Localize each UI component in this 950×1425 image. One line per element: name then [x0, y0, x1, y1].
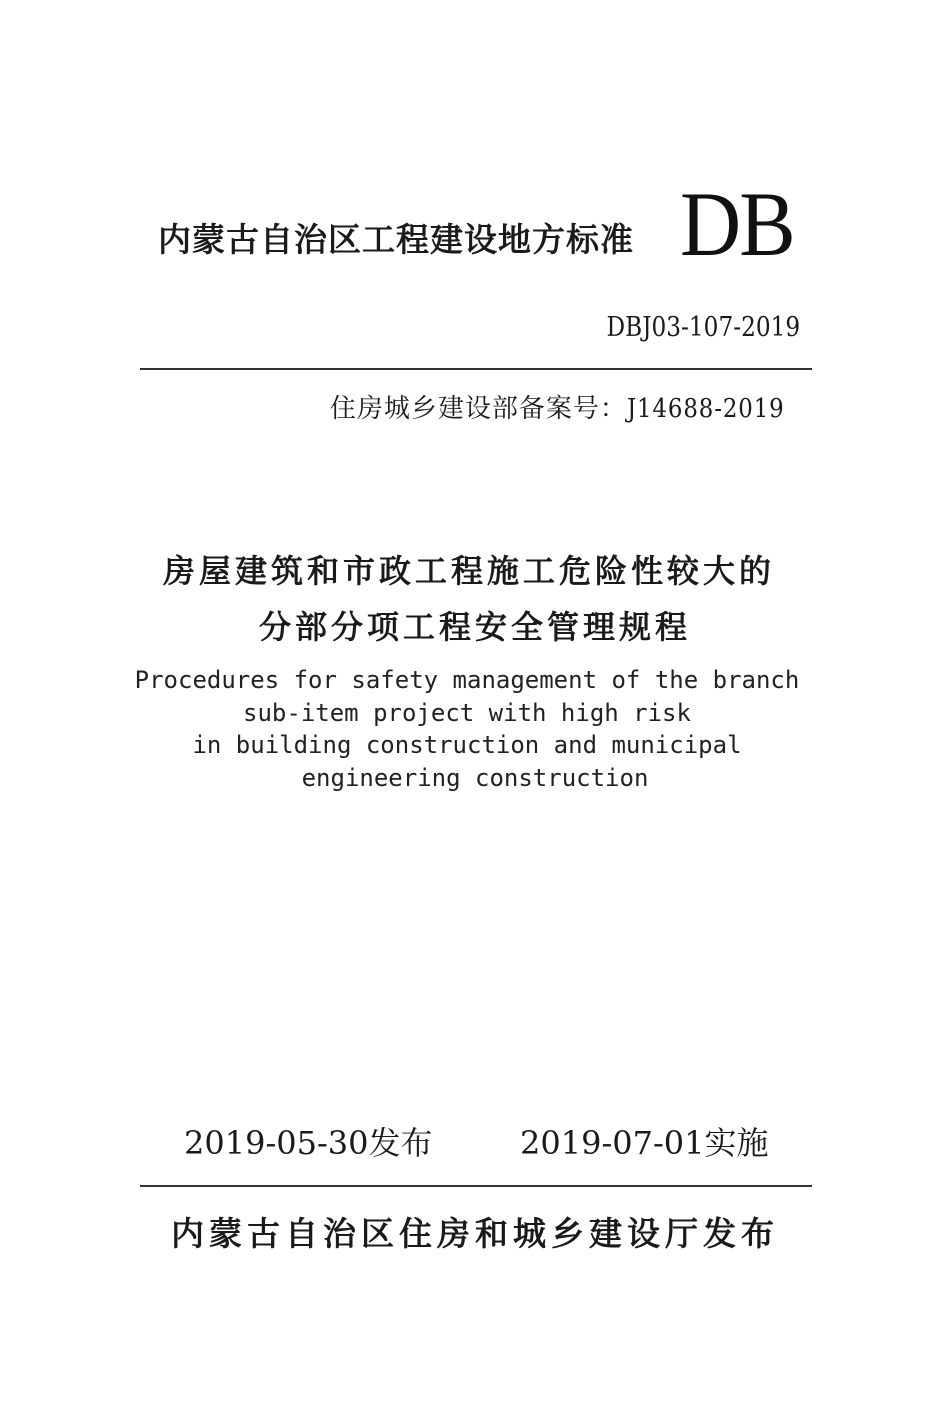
standard-code: DBJ03-107-2019	[606, 312, 800, 343]
title-english-line-3: in building construction and municipal	[192, 731, 742, 759]
title-english-line-1: Procedures for safety management of the branch	[134, 666, 800, 694]
title-english	[0, 664, 950, 794]
title-english-line-2: sub-item project with high risk	[243, 698, 691, 727]
top-divider	[140, 368, 812, 370]
title-chinese-line-2: 分部分项工程安全管理规程	[258, 608, 691, 646]
record-filing-line	[330, 388, 806, 425]
record-label: 住房城乡建设部备案号：	[329, 394, 627, 424]
record-number: J14688-2019	[626, 394, 785, 424]
bottom-divider	[140, 1185, 812, 1187]
title-chinese-line-1: 房屋建筑和市政工程施工危险性较大的	[162, 552, 775, 590]
issuing-authority: 内蒙古自治区住房和城乡建设厅发布	[171, 1214, 779, 1253]
db-logo-mark: DB	[680, 173, 794, 275]
effective-date: 2019-07-01实施	[520, 1124, 769, 1162]
issue-date: 2019-05-30发布	[184, 1124, 433, 1162]
standard-category: 内蒙古自治区工程建设地方标准	[158, 220, 634, 259]
title-english-line-4: engineering construction	[301, 763, 649, 792]
